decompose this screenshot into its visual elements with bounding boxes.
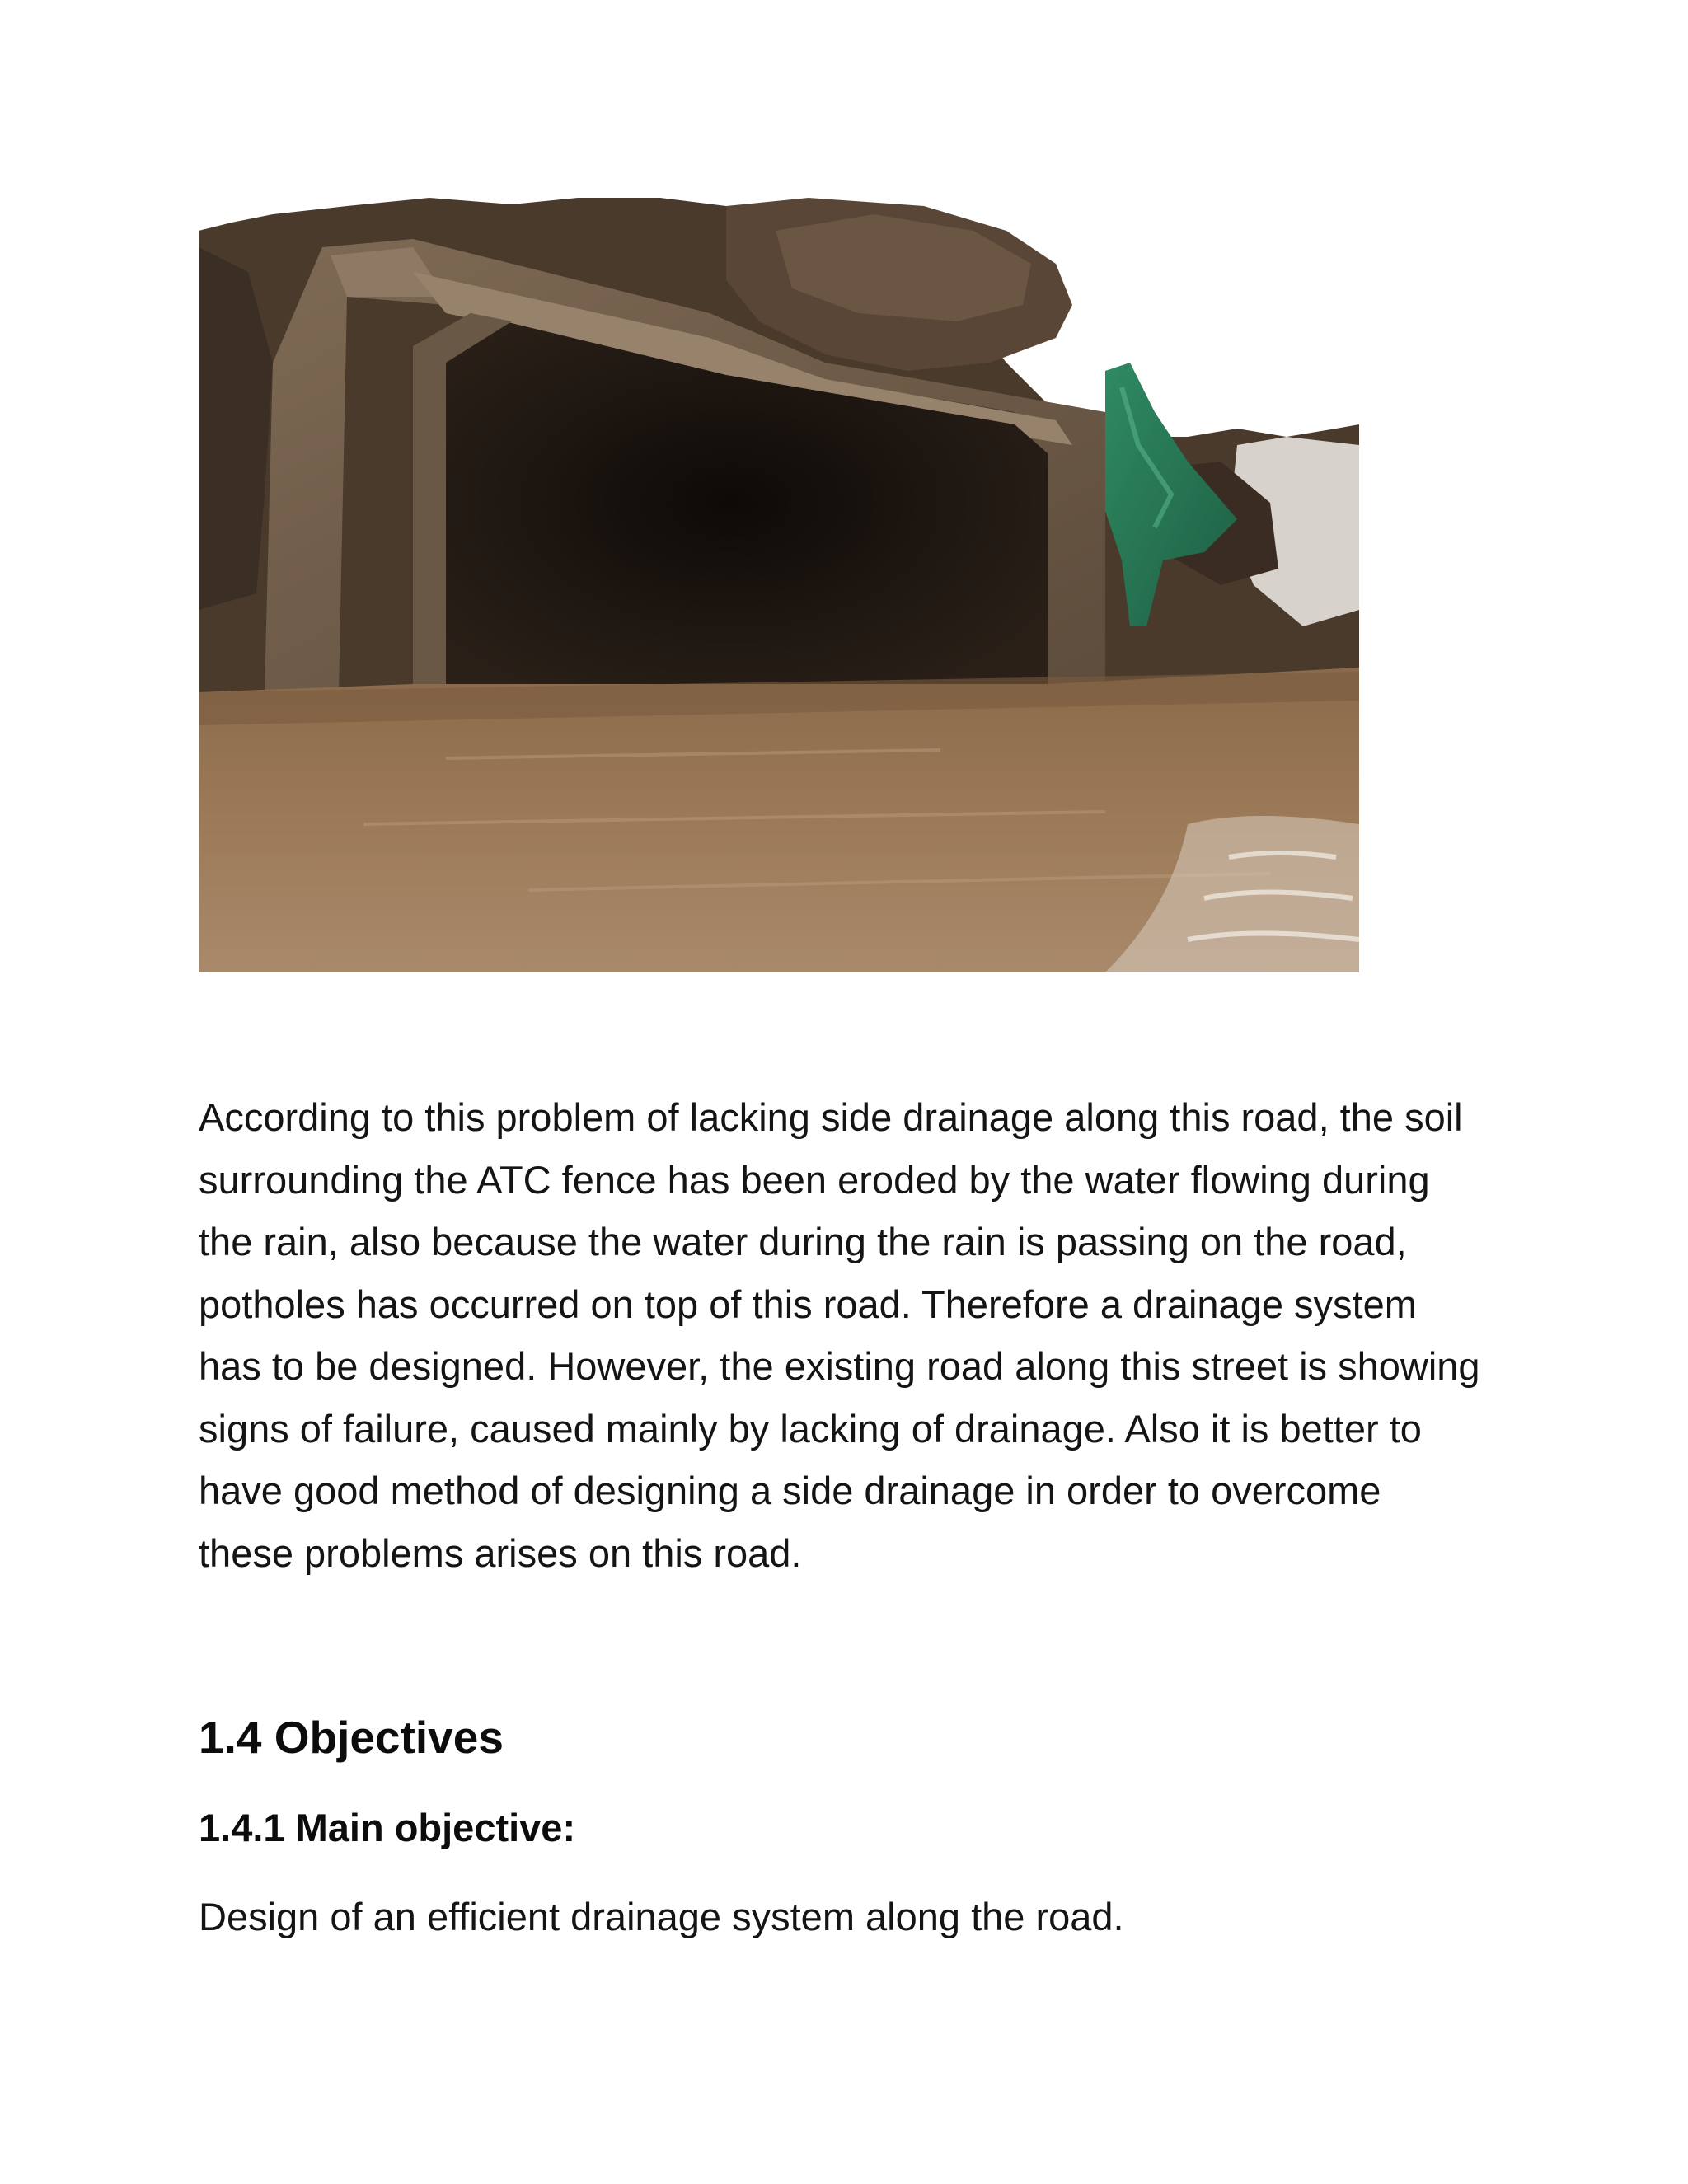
main-objective-text: Design of an efficient drainage system along the road. xyxy=(199,1895,1124,1938)
culvert-photo-illustration xyxy=(199,198,1359,972)
section-heading: 1.4 Objectives xyxy=(199,1712,504,1763)
problem-statement-paragraph: According to this problem of lacking side drainage along this road, the soil surrounding the ATC fence has been eroded by the water flowing during the rain, also because the water during the rain is passing on the road, potholes has occurred on top of this road. Therefore a drainage system has to be designed. However, the existing road along this street is showing signs of failure, caused mainly by lacking of drainage. Also it is better to have good method of designing a side drainage in order to overcome these problems arises on this road. xyxy=(199,1095,1480,1575)
culvert-photo xyxy=(199,198,1359,972)
subsection-heading: 1.4.1 Main objective: xyxy=(199,1806,576,1849)
